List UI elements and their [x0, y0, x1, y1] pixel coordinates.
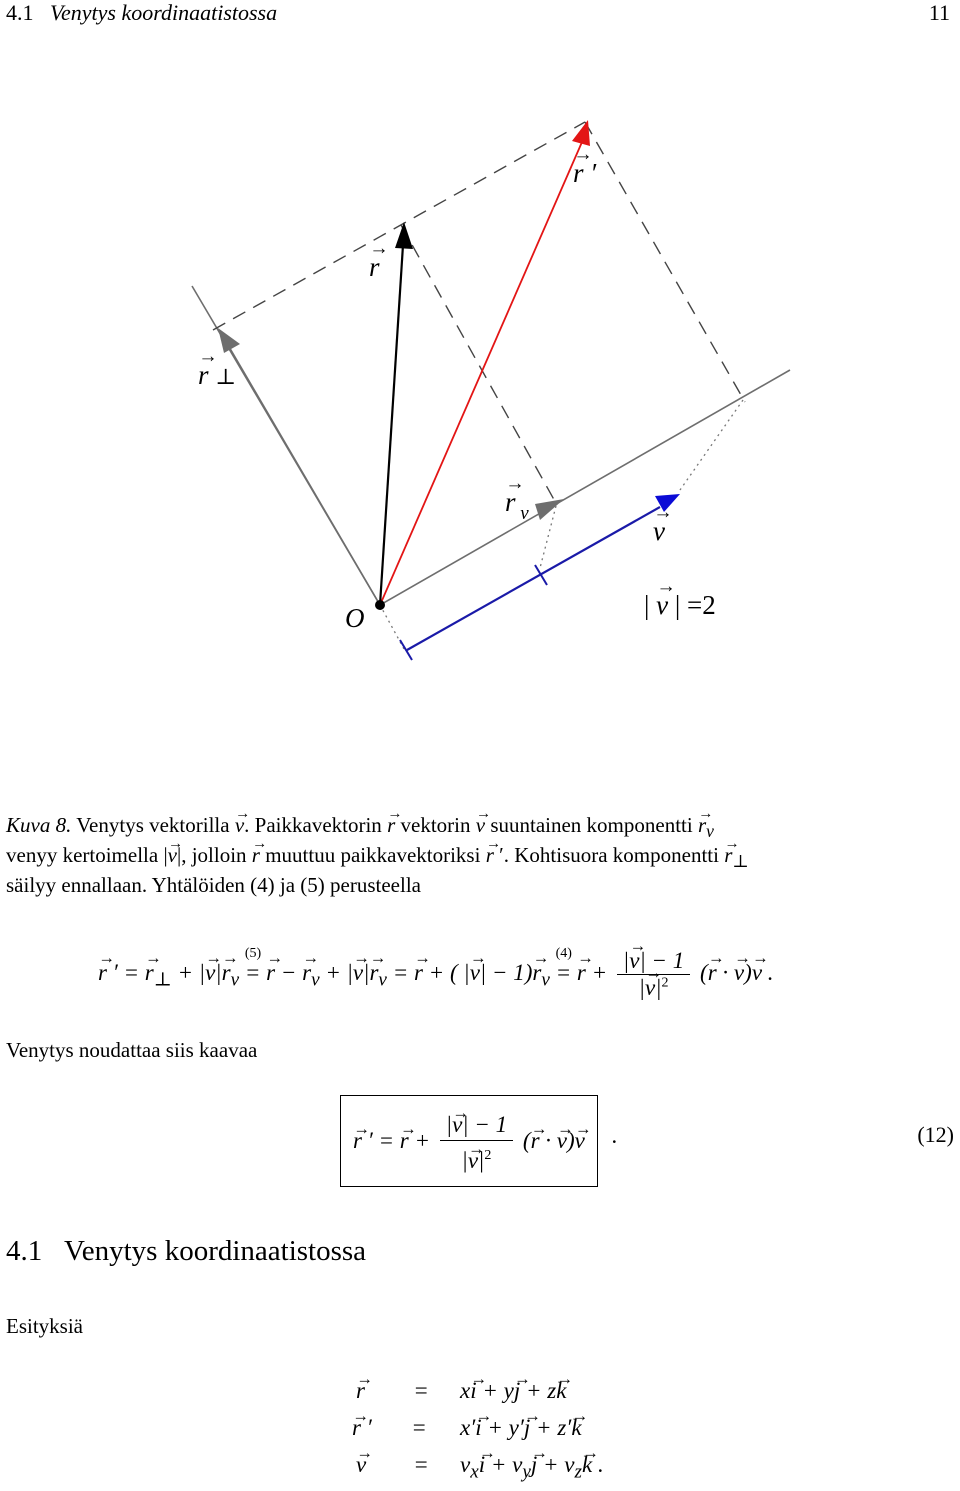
dashed-r-to-rv: [401, 225, 557, 505]
header-section-number: 4.1: [6, 0, 34, 25]
eq-ref-4: (4): [555, 945, 572, 961]
eq3-row-3: → $v = v_x\to i + v_y\to j + v_z\to k$ .: [356, 1446, 604, 1491]
r-perp-arrow: [228, 345, 380, 605]
r-perp-arrowhead: [218, 328, 240, 353]
eq3-row-2: → r ′ = x′→ i + y′→ j + z′→ k: [356, 1409, 604, 1446]
equation-3-array: [352, 1372, 604, 1491]
v-length-bar-tick-mid: [535, 565, 547, 585]
label-r: → r: [369, 252, 380, 283]
equation-2-dot: .: [612, 1123, 618, 1148]
dotted-rprime-to-scale: [680, 400, 743, 490]
r-prime-arrow: [380, 142, 582, 605]
r-v-arrowhead: [535, 499, 564, 520]
caption-line-2: venyy kertoimella |→ v|, jolloin → r muuttuu paikkavektoriksi → r ′. Kohtisuora komponentti → $r_\perp$: [6, 840, 749, 876]
equation-2-box: → r ′ = → r + $\frac{|\to v| - 1}{|\to v|^2}$ (→ r · → v)→ v: [340, 1095, 598, 1187]
origin-point: [375, 600, 385, 610]
header-title: Venytys koordinaatistossa: [50, 0, 278, 25]
v-length-bar-tick-start: [400, 640, 412, 660]
label-r-perp: → r ⊥: [198, 360, 236, 391]
text-venytys-noudattaa: Venytys noudattaa siis kaavaa: [6, 1038, 258, 1062]
eq2-fraction: $\frac{|\to v| - 1}{|\to v|^2}$: [440, 1110, 513, 1176]
section-intro: Esityksiä: [6, 1314, 83, 1338]
label-r-prime: → r ′: [573, 158, 596, 189]
section-title: Venytys koordinaatistossa: [64, 1235, 367, 1267]
equation-1: → r ′ = → $r_\perp$ + |→ $v|\to r_v$ (5) = → r − → $r_v$ + |→ $v|\to r_v$ = → r + ( |→ $v| - 1)\to r_v$ (4) = → r + $\frac{|\to v| - 1}{|\to v|^2}$ (→ r · → v)→ v .: [98, 948, 774, 1001]
v-axis-line: [380, 370, 790, 605]
caption-line-3: säilyy ennallaan. Yhtälöiden (4) ja (5) perusteella: [6, 873, 421, 897]
label-v-norm: | → v | =2: [644, 590, 716, 621]
label-v: → v: [653, 516, 665, 547]
v-length-bar: [407, 507, 660, 650]
eq1-fraction: $\frac{|\to v| - 1}{|\to v|^2}$: [617, 948, 690, 1001]
r-arrow: [380, 245, 403, 605]
dashed-rprime-to-axis: [585, 122, 745, 402]
section-number: 4.1: [6, 1235, 43, 1267]
caption-line-1: Kuva 8. Venytys vektorilla → v. Paikkavektorin → r vektorin → v suuntainen komponentti → $r_v$: [6, 810, 714, 846]
page-number: 11: [928, 0, 950, 25]
eq3-row-1: → r = x→ i + y→ j + z→ k: [356, 1372, 604, 1409]
section-heading: [6, 1235, 366, 1268]
eq-ref-5: (5): [244, 945, 262, 961]
label-origin: O: [345, 603, 365, 633]
equation-2-number: (12): [917, 1122, 954, 1147]
label-r-v: → r $_v$: [505, 487, 529, 518]
